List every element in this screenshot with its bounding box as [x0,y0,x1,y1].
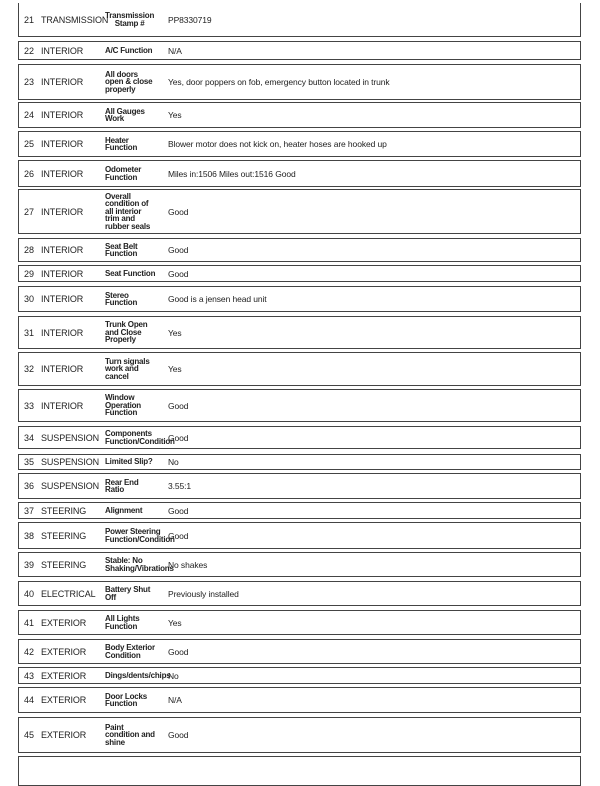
row-item: Paint condition and shine [105,722,155,747]
row-value: Good [168,530,189,541]
table-row [18,189,581,234]
row-item: Dings/dents/chips [105,670,171,680]
table-row [18,64,581,100]
row-value: Good [168,432,189,443]
row-category: INTERIOR [41,245,84,255]
table-row [18,454,581,470]
row-item: Turn signals work and cancel [105,356,150,381]
row-number: 23 [24,77,35,87]
row-value: Miles in:1506 Miles out:1516 Good [168,168,296,179]
table-row [18,522,581,549]
row-category: TRANSMISSION [41,14,109,25]
table-row [18,473,581,499]
table-row [18,160,581,187]
row-number: 37 [24,505,35,516]
row-item: All doors open & close properly [105,69,153,94]
row-number: 38 [24,530,35,541]
row-value: Good [168,730,189,740]
row-value: Yes [168,364,182,374]
row-category: INTERIOR [41,77,84,87]
table-row [18,352,581,386]
row-item: Rear End Ratio [105,477,139,494]
table-row [18,502,581,519]
row-category: SUSPENSION [41,481,100,491]
row-number: 44 [24,695,35,705]
row-category: INTERIOR [41,364,84,374]
row-category: INTERIOR [41,206,84,217]
row-item: Power Steering Function/Condition [105,527,175,544]
row-item: Door Locks Function [105,691,148,708]
row-item: Stereo Function [105,290,138,307]
row-category: STEERING [41,505,87,516]
row-number: 33 [24,400,35,411]
row-value: No [168,670,179,681]
row-category: INTERIOR [41,110,84,120]
row-number: 29 [24,268,35,279]
row-item: Trunk Open and Close Properly [105,320,148,345]
row-number: 28 [24,245,35,255]
table-row [18,286,581,312]
table-row [18,552,581,577]
row-value: 3.55:1 [168,481,192,491]
row-value: Good [168,245,189,255]
row-value: Blower motor does not kick on, heater hoses are hooked up [168,139,387,149]
row-number: 42 [24,646,35,657]
table-row-cutoff [18,756,581,786]
row-item: A/C Function [105,45,153,55]
row-number: 25 [24,139,35,149]
row-category: SUSPENSION [41,432,100,443]
row-number: 24 [24,110,35,120]
row-item: Odometer Function [105,165,142,182]
row-value: Yes, door poppers on fob, emergency button located in trunk [168,77,390,87]
row-item: All Gauges Work [105,106,145,123]
row-number: 39 [24,559,35,570]
row-item: Components Function/Condition [105,429,175,446]
row-category: INTERIOR [41,327,84,338]
row-item: Seat Belt Function [105,241,138,258]
row-item: Transmission Stamp # [105,11,155,28]
row-number: 27 [24,206,35,217]
row-category: EXTERIOR [41,730,87,740]
table-row [18,717,581,753]
row-number: 26 [24,168,35,179]
row-category: INTERIOR [41,168,84,179]
row-value: Yes [168,110,182,120]
row-category: INTERIOR [41,268,84,279]
row-number: 41 [24,617,35,628]
row-item: Window Operation Function [105,393,141,418]
row-value: Good [168,400,189,411]
row-item: Overall condition of all interior trim and rubber seals [105,191,151,231]
row-number: 31 [24,327,35,338]
row-item: Alignment [105,505,143,515]
row-number: 35 [24,457,35,467]
row-value: N/A [168,45,182,56]
table-row [18,426,581,449]
row-number: 36 [24,481,35,491]
row-value: Good [168,268,189,279]
table-row [18,687,581,713]
row-item: Seat Function [105,268,156,278]
table-row [18,102,581,128]
row-value: Previously installed [168,588,239,599]
row-value: Good [168,505,189,516]
row-value: No [168,457,179,467]
row-category: EXTERIOR [41,670,87,681]
row-item: Limited Slip? [105,457,153,467]
table-row [18,265,581,282]
table-row [18,238,581,262]
row-category: EXTERIOR [41,695,87,705]
row-value: No shakes [168,559,208,570]
row-number: 43 [24,670,35,681]
row-value: PP8330719 [168,14,212,25]
row-value: Good [168,646,189,657]
row-item: Stable: No Shaking/Vibrations [105,556,174,573]
table-row [18,610,581,635]
row-value: N/A [168,695,182,705]
row-number: 21 [24,14,35,25]
row-category: STEERING [41,530,87,541]
row-category: ELECTRICAL [41,588,96,599]
row-number: 45 [24,730,35,740]
row-number: 30 [24,294,35,304]
table-row [18,581,581,606]
row-item: Body Exterior Condition [105,643,155,660]
row-value: Yes [168,617,182,628]
row-value: Good [168,206,189,217]
table-row [18,667,581,684]
row-number: 34 [24,432,35,443]
row-category: STEERING [41,559,87,570]
table-row [18,3,581,37]
row-value: Good is a jensen head unit [168,294,267,304]
row-category: INTERIOR [41,45,84,56]
table-row [18,316,581,349]
row-category: SUSPENSION [41,457,100,467]
row-category: EXTERIOR [41,617,87,628]
row-category: INTERIOR [41,139,84,149]
row-category: EXTERIOR [41,646,87,657]
row-category: INTERIOR [41,400,84,411]
row-item: Heater Function [105,135,138,152]
row-value: Yes [168,327,182,338]
row-number: 32 [24,364,35,374]
row-category: INTERIOR [41,294,84,304]
table-row [18,639,581,664]
row-number: 22 [24,45,35,56]
table-row [18,389,581,422]
row-item: Battery Shut Off [105,585,151,602]
row-item: All Lights Function [105,614,140,631]
table-row [18,131,581,157]
row-number: 40 [24,588,35,599]
table-row [18,41,581,60]
